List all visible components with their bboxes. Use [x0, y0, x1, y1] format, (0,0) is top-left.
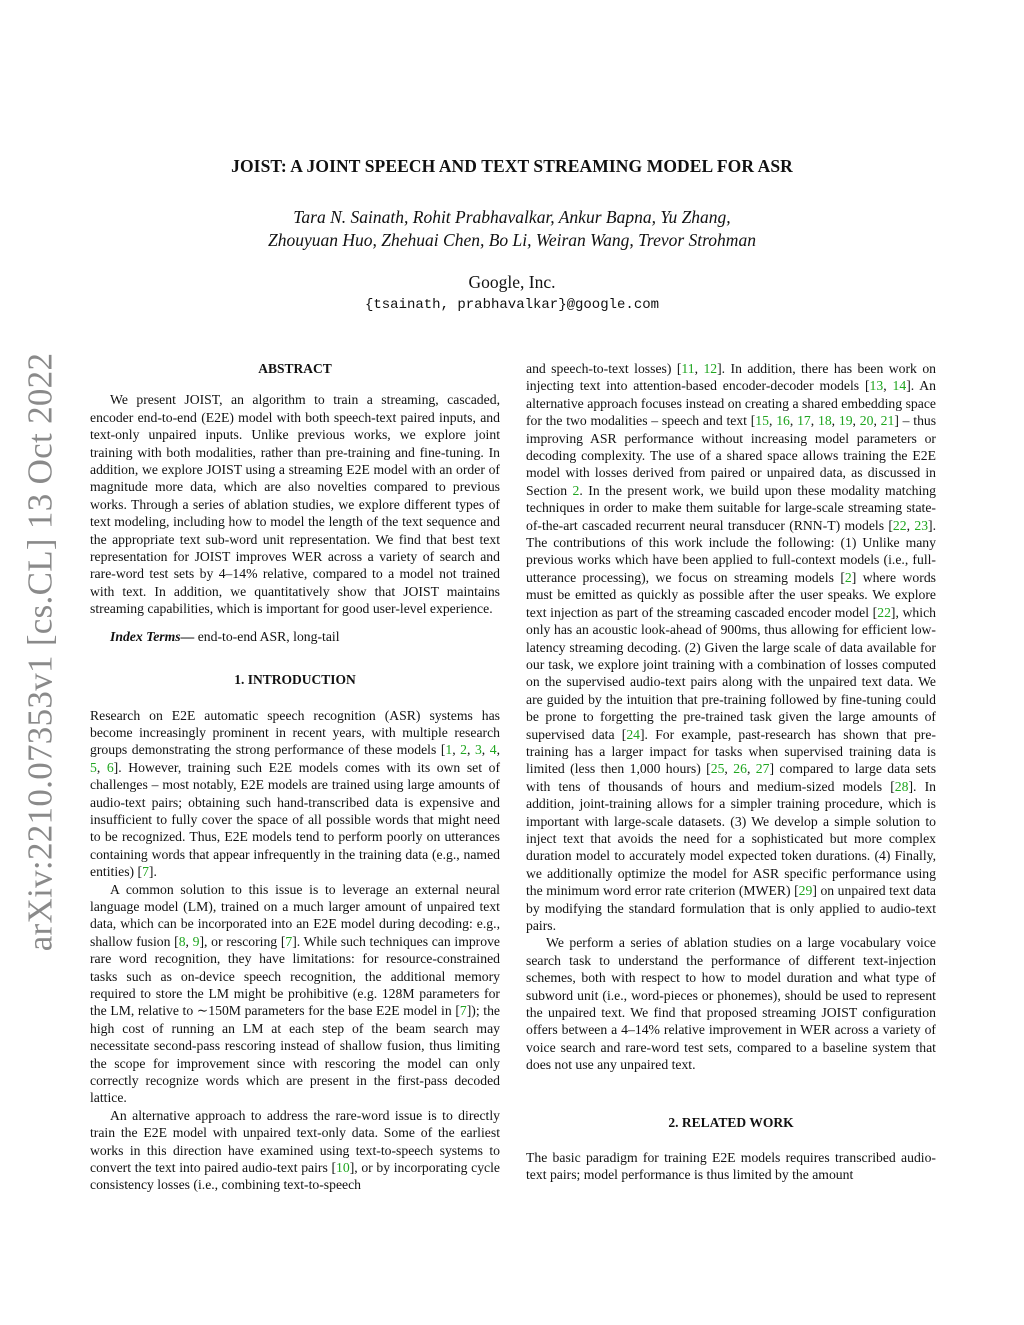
citation-link[interactable]: 16	[776, 413, 790, 429]
citation-link[interactable]: 15	[755, 413, 769, 429]
citation-link[interactable]: 12	[703, 361, 718, 376]
citation-link[interactable]: 1	[445, 742, 453, 758]
left-column	[90, 360, 500, 1194]
citation-link[interactable]: 22	[877, 604, 891, 620]
related-paragraph-1: The basic paradigm for training E2E models requires transcribed audio-text pairs; model performance is thus limited by the amount	[526, 1150, 936, 1183]
author-list	[120, 206, 904, 252]
index-terms-text: end-to-end ASR, long-tail	[194, 628, 340, 644]
right-paragraph-1: and speech-to-text losses) [11, 12]. In addition, there has been work on injecting text into attention-based encoder-decoder models [13, 14]. An alternative approach focuses instead on creating a shared embedding space for the two modalities – speech and text [15, 16, 17, 18, 19, 20, 21] – thus improving ASR performance without increasing model parameters or decoding complexity. The use of a shared space allows training the E2E model with losses derived from paired or unpaired data, as discussed in Section 2. In the present work, we build upon these modality matching techniques in order to make them suitable for large-scale streaming state-of-the-art cascaded recurrent neural transducer (RNN-T) models [22, 23]. The contributions of this work include the following: (1) Unlike many previous works which have been applied to full-context models (i.e., full-utterance processing), we focus on streaming models [2] where words must be emitted as quickly as possible after the user speaks. We explore text injection as part of the streaming cascaded encoder model [22], which only has an acoustic look-ahead of 900ms, thus allowing for efficient low-latency streaming decoding. (2) Given the large scale of data available for our task, we explore joint training with a combination of losses computed on the supervised audio-text pairs along with the unpaired text data. We are guided by the intuition that pre-training followed by fine-tuning could be prone to forgetting the pre-trained task given the large amounts of supervised data [24]. For example, past-research has shown that pre-training has a larger impact for tasks when supervised training data is limited (less then 1,000 hours) [25, 26, 27] compared to large data sets with tens of thousands of hours and medium-sized models [28]. In addition, joint-training allows for a simpler training procedure, which is important with large-scale datasets. (3) We develop a simple solution to inject text that avoids the need for a sophisticated but more complex duration model to accurately model expected token durations. (4) Finally, we additionally optimize the model for ASR specific performance using the minimum word error rate criterion (MWER) [29] on unpaired text data by modifying the standard formulation that is only applied to audio-text pairs.	[526, 361, 937, 933]
related-work-heading: 2. RELATED WORK	[668, 1114, 794, 1130]
citation-link[interactable]: 2	[844, 569, 852, 585]
section-link[interactable]: 2	[572, 482, 580, 498]
intro-paragraph-3: An alternative approach to address the rare-word issue is to directly train the E2E model with unpaired text-only data. Some of the earliest works in this direction have examined using text-to-speech systems to convert the text into paired audio-text pairs [10], or by incorporating cycle consistency losses (i.e., combining text-to-speech	[90, 1107, 500, 1193]
arxiv-id-text: arXiv:2210.07353v1 [cs.CL] 13 Oct 2022	[20, 352, 60, 952]
citation-link[interactable]: 23	[914, 517, 929, 533]
citation-link[interactable]: 17	[797, 413, 811, 429]
paper-title: JOIST: A JOINT SPEECH AND TEXT STREAMING MODEL FOR ASR	[231, 156, 793, 176]
citation-link[interactable]: 4	[489, 742, 497, 758]
arxiv-watermark	[2, 352, 78, 952]
citation-link[interactable]: 5	[90, 759, 97, 775]
citation-link[interactable]: 6	[106, 759, 114, 775]
intro-paragraph-2: A common solution to this issue is to leverage an external neural language model (LM), trained on a much larger amount of unpaired text data, which can be incorporated into an E2E model during decoding: e.g., shallow fusion [8, 9], or rescoring [7]. While such techniques can improve rare word recognition, they have limitations: for resource-constrained tasks such as on-device speech recognition, the additional memory required to store the LM might be prohibitive (e.g. 128M parameters for the LM, relative to ∼150M parameters for the base E2E model in [7]); the high cost of running an LM at each step of the beam search may necessitate second-pass rescoring instead of shallow fusion, thus limiting the scope for improvement since with rescoring the model can only correctly recognize words which are present in the first-pass decoded lattice.	[90, 881, 501, 1106]
citation-link[interactable]: 7	[285, 933, 293, 949]
citation-link[interactable]: 13	[869, 378, 884, 394]
author-email[interactable]: {tsainath, prabhavalkar}@google.com	[364, 297, 660, 313]
citation-link[interactable]: 7	[459, 1003, 467, 1019]
citation-link[interactable]: 29	[798, 883, 813, 899]
index-terms-label: Index Terms—	[110, 628, 195, 644]
citation-link[interactable]: 19	[838, 413, 853, 429]
citation-link[interactable]: 3	[474, 742, 482, 758]
citation-link[interactable]: 24	[626, 726, 640, 742]
citation-link[interactable]: 8	[178, 933, 186, 949]
citation-link[interactable]: 7	[142, 864, 149, 880]
citation-link[interactable]: 20	[859, 413, 874, 429]
citation-link[interactable]: 18	[817, 413, 832, 429]
citation-link[interactable]: 10	[336, 1160, 350, 1176]
citation-link[interactable]: 11	[681, 361, 695, 376]
citation-link[interactable]: 28	[894, 778, 909, 794]
citation-link[interactable]: 2	[460, 742, 468, 758]
author-line-1: Tara N. Sainath, Rohit Prabhavalkar, Ankur Bapna, Yu Zhang,	[293, 207, 731, 227]
introduction-heading: 1. INTRODUCTION	[234, 672, 356, 688]
citation-link[interactable]: 25	[710, 761, 725, 777]
citation-link[interactable]: 14	[892, 378, 907, 394]
citation-link[interactable]: 9	[192, 933, 200, 949]
citation-link[interactable]: 27	[755, 761, 770, 777]
citation-link[interactable]: 22	[892, 517, 907, 533]
abstract-text: We present JOIST, an algorithm to train a streaming, cascaded, encoder end-to-end (E2E) model with both speech-text paired inputs, and text-only unpaired inputs. Unlike previous works, we explore joint training with both modalities, rather than pre-training and fine-tuning. In addition, we explore JOIST using a streaming E2E model with an order of magnitude more data, which are also novelties compared to previous works. Through a series of ablation studies, we explore different types of text modeling, including how to model the length of the text sequence and the appropriate text sub-word unit representation. We find that best text representation for JOIST improves WER across a variety of search and rare-word test sets by 4–14% relative, compared to a model not trained with text. In addition, we quantitatively show that JOIST maintains streaming capabilities, which is important for good user-level experience.	[90, 392, 500, 617]
right-column	[526, 360, 936, 1184]
affiliation: Google, Inc.	[468, 272, 556, 292]
author-line-2: Zhouyuan Huo, Zhehuai Chen, Bo Li, Weiran Wang, Trevor Strohman	[268, 230, 756, 250]
index-terms	[90, 628, 500, 645]
abstract-heading: ABSTRACT	[258, 361, 332, 376]
citation-link[interactable]: 21	[880, 413, 895, 429]
right-paragraph-2: We perform a series of ablation studies on a large vocabulary voice search task to understand the performance of different text-injection schemes, both with respect to how to model duration and what type of subword unit (i.e., word-pieces or phonemes), should be used to represent the unpaired text. We find that proposed streaming JOIST configuration offers between a 4–14% relative improvement in WER across a variety of voice search and rare-word test sets, compared to a baseline system that does not use any unpaired text.	[526, 935, 936, 1073]
intro-paragraph-1: Research on E2E automatic speech recognition (ASR) systems has become increasingly prominent in recent years, with multiple research groups demonstrating the strong performance of these models [1, 2, 3, 4, 5, 6]. However, training such E2E models comes with its own set of challenges – most notably, E2E models are trained using large amounts of audio-text pairs; obtaining such hand-transcribed data is expensive and insufficient to fully cover the space of all possible words that might need to be recognized. Thus, E2E models tend to perform poorly on utterances containing words that appear infrequently in the training data (e.g., named entities) [7].	[90, 707, 500, 880]
citation-link[interactable]: 26	[733, 761, 747, 777]
